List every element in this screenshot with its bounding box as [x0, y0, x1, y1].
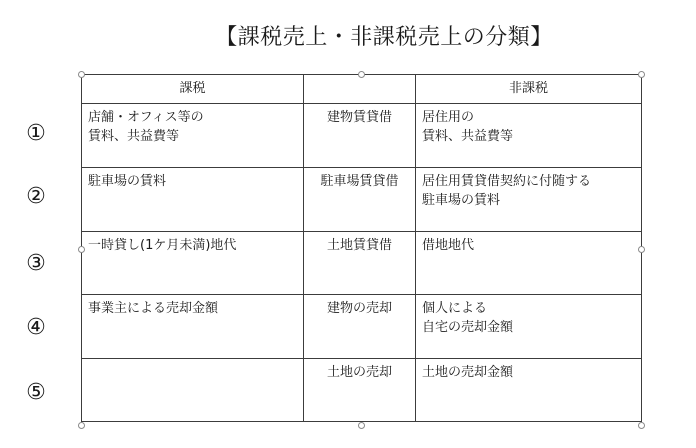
table-row: [82, 232, 642, 295]
resize-handle-top-left[interactable]: [78, 71, 85, 78]
document-title: 【課税売上・非課税売上の分類】: [215, 25, 553, 50]
non-taxable-cell: [416, 232, 642, 295]
non-taxable-cell: [416, 168, 642, 232]
cell-line: 賃料、共益費等: [88, 129, 180, 144]
taxable-cell: [82, 295, 304, 359]
taxable-cell: [82, 168, 304, 232]
cell-line: 賃料、共益費等: [422, 129, 514, 144]
cell-line: 駐車場の賃料: [88, 174, 167, 189]
table-row: [82, 168, 642, 232]
table-header-row: [82, 75, 642, 104]
transaction-type-cell: 駐車場賃貸借: [304, 168, 416, 232]
header-middle: [304, 75, 416, 104]
resize-handle-bottom[interactable]: [358, 422, 365, 429]
table-row: [82, 295, 642, 359]
resize-handle-right[interactable]: [638, 246, 645, 253]
cell-line: 駐車場の賃料: [422, 193, 501, 208]
cell-line: 事業主による売却金額: [88, 301, 219, 316]
table-row: [82, 359, 642, 422]
transaction-type-cell: 土地の売却: [304, 359, 416, 422]
taxable-cell: [82, 359, 304, 422]
cell-line: 居住用の: [422, 110, 475, 125]
transaction-type-cell: 建物賃貸借: [304, 104, 416, 168]
resize-handle-bottom-left[interactable]: [78, 422, 85, 429]
cell-line: 個人による: [422, 301, 488, 316]
row-number-2: ②: [26, 184, 46, 209]
cell-line: 自宅の売却金額: [422, 320, 514, 335]
cell-line: 店舗・オフィス等の: [88, 110, 204, 125]
row-number-5: ⑤: [26, 380, 46, 405]
transaction-type-cell: 建物の売却: [304, 295, 416, 359]
row-number-1: ①: [26, 121, 46, 146]
row-number-3: ③: [26, 251, 46, 276]
non-taxable-cell: [416, 295, 642, 359]
cell-line: 居住用賃貸借契約に付随する: [422, 174, 592, 189]
taxable-cell: [82, 232, 304, 295]
cell-line: 借地地代: [422, 238, 475, 253]
table-row: [82, 104, 642, 168]
resize-handle-bottom-right[interactable]: [638, 422, 645, 429]
resize-handle-top-right[interactable]: [638, 71, 645, 78]
cell-line: 一時貸し(1ケ月未満)地代: [88, 238, 237, 253]
row-number-4: ④: [26, 315, 46, 340]
non-taxable-cell: [416, 359, 642, 422]
classification-table[interactable]: [81, 74, 642, 422]
cell-line: 土地の売却金額: [422, 365, 514, 380]
resize-handle-top[interactable]: [358, 71, 365, 78]
resize-handle-left[interactable]: [78, 246, 85, 253]
non-taxable-cell: [416, 104, 642, 168]
header-taxable: 課税: [82, 75, 304, 104]
taxable-cell: [82, 104, 304, 168]
transaction-type-cell: 土地賃貸借: [304, 232, 416, 295]
header-non-taxable: 非課税: [416, 75, 642, 104]
